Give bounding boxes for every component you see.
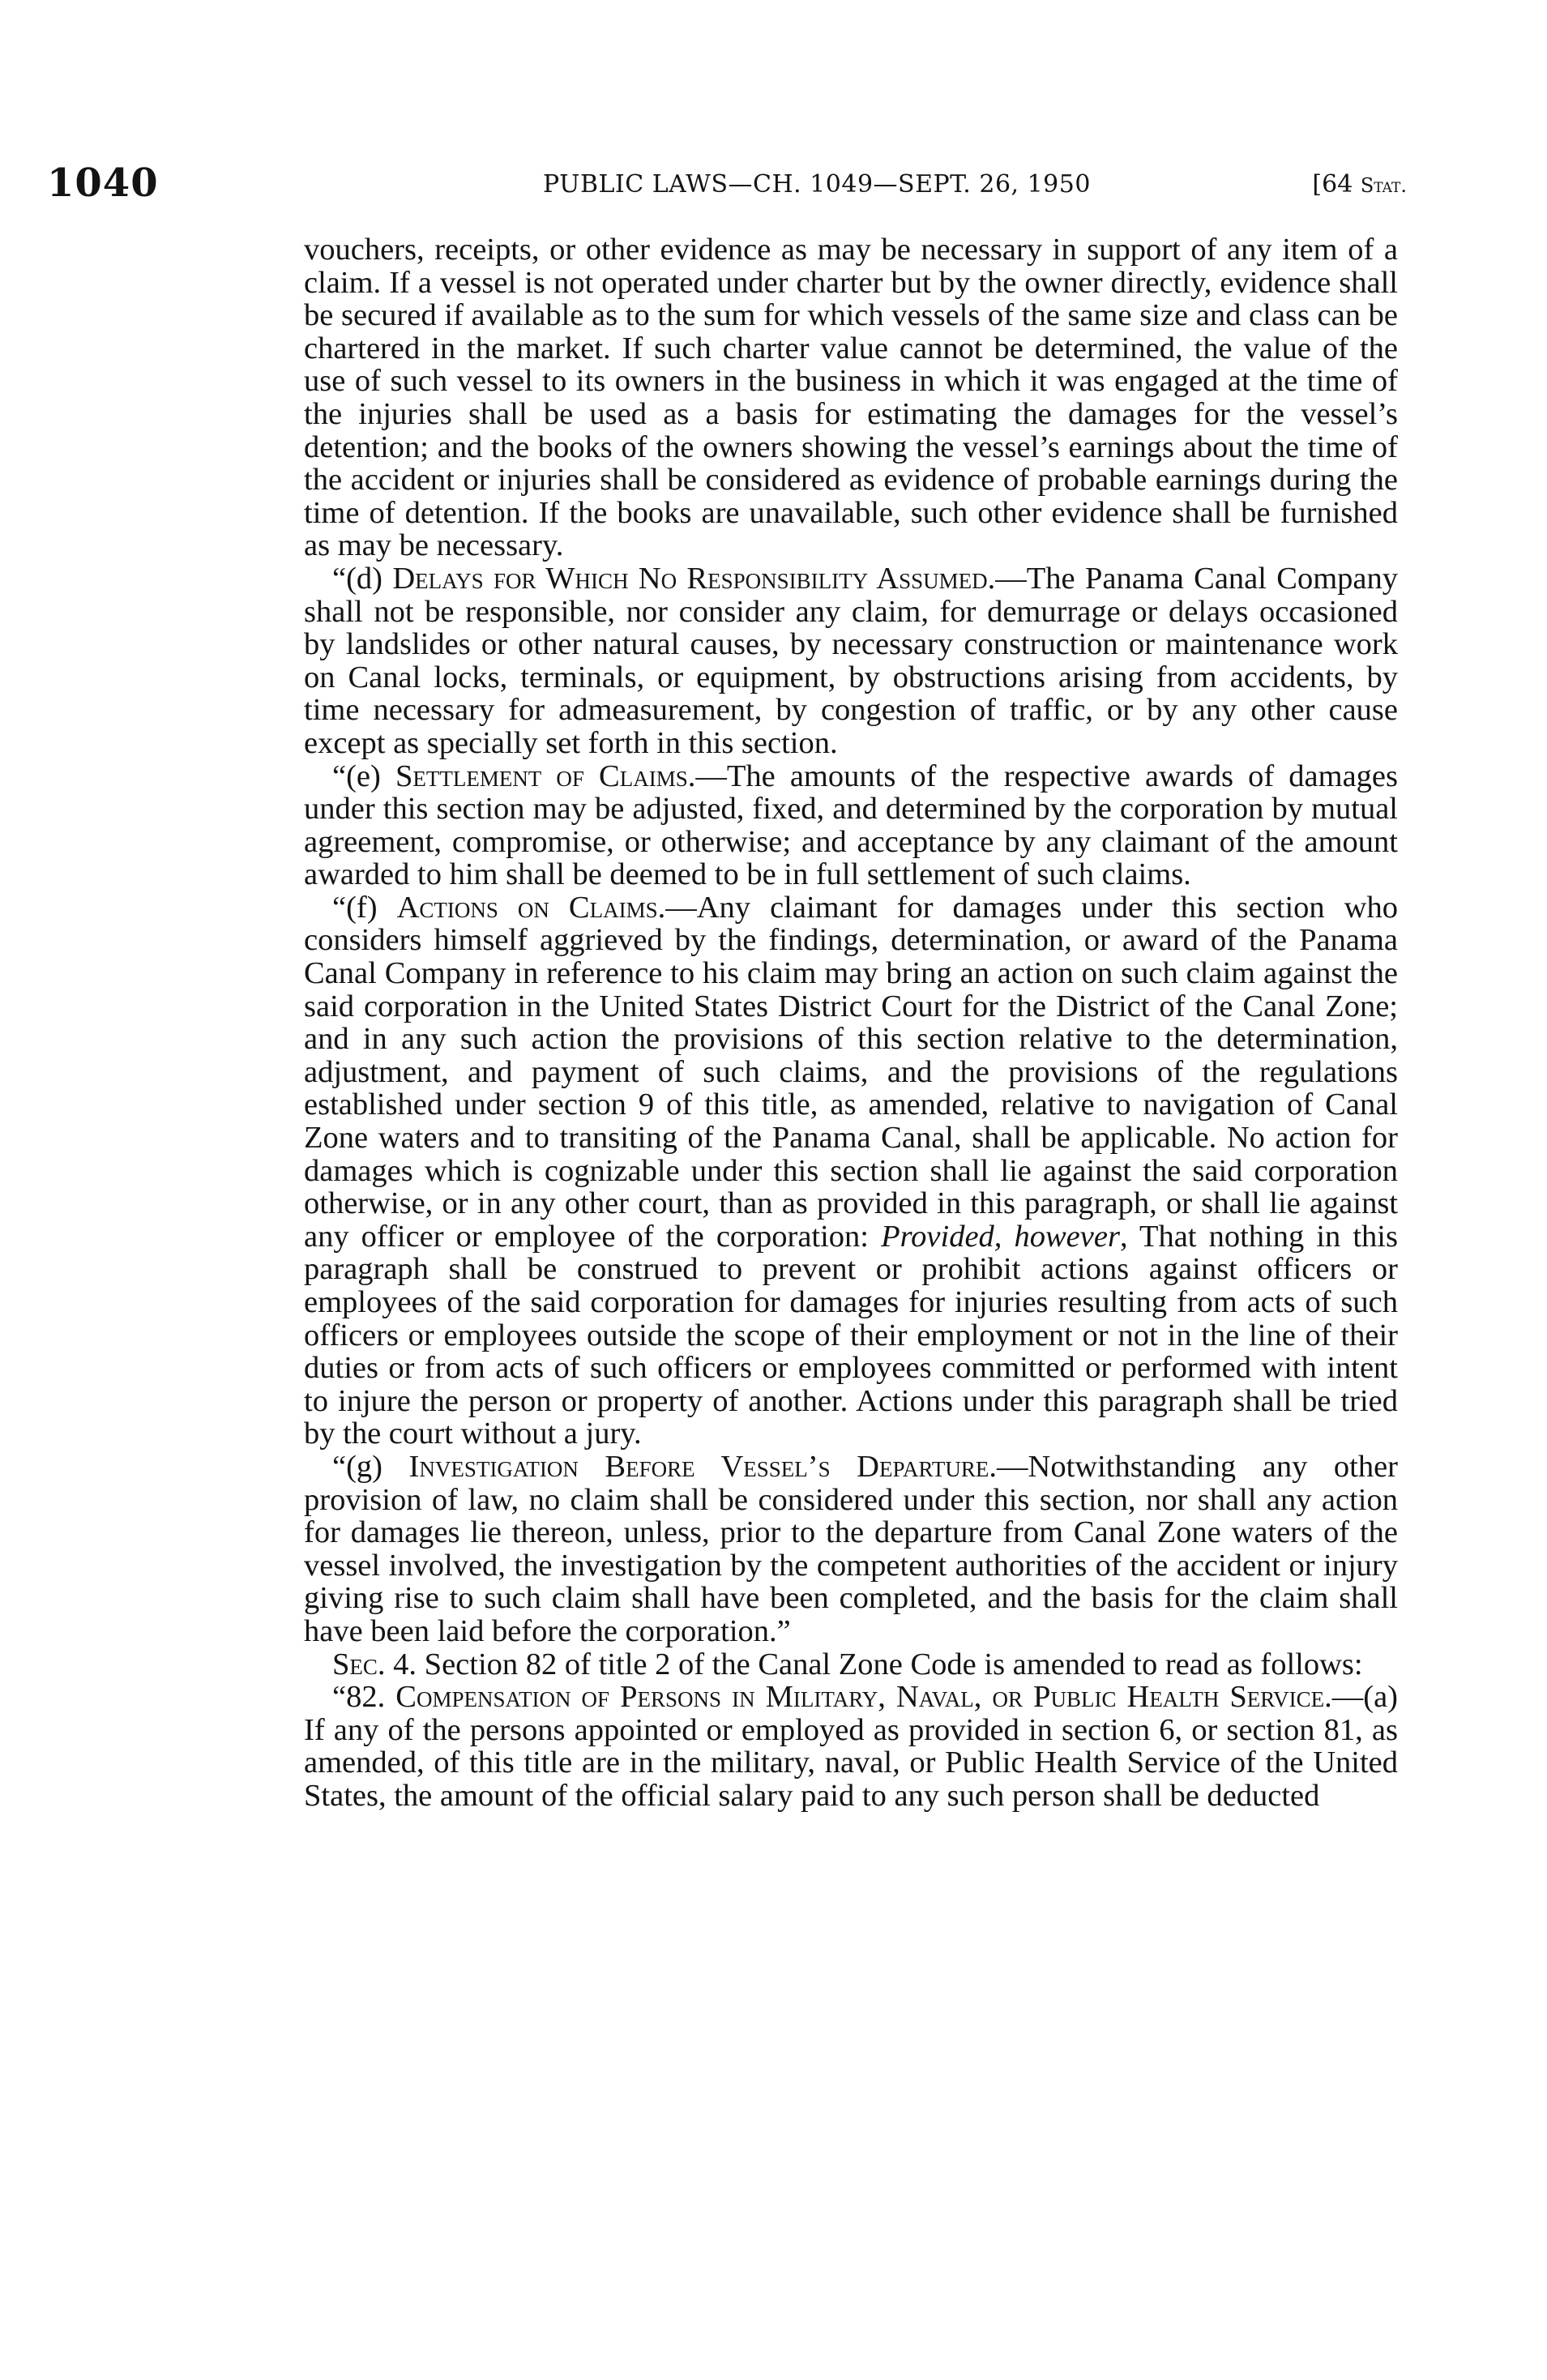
subsection-g-text: —Notwithstanding any other provision of law, no claim shall be considered under this section, nor shall any action for damages lie thereon, unless, prior to the departure from Canal Zone waters of the vessel involved, the investigation by the competent authorities of the accident or injury giving rise to such claim shall have been completed, and the basis for the claim shall have been laid before the corporation.” [304,1449,1398,1648]
subsection-f-text-1: —Any claimant for damages under this section who considers himself aggrieved by the findings, determination, or award of the Panama Canal Company in reference to his claim may bring an action on such claim against the said corporation in the United States District Court for the District of the Canal Zone; and in any such action the provisions of this section relative to the determination, adjustment, and payment of such claims, and the provisions of the regulations established under section 9 of this title, as amended, relative to navigation of Canal Zone waters and to transiting of the Panama Canal, shall be applicable. No action for damages which is cognizable under this section shall lie against the said corporation otherwise, or in any other court, than as provided in this paragraph, or shall lie against any officer or employee of the corporation: [304,890,1398,1254]
subsection-d-text: —The Panama Canal Company shall not be responsible, nor consider any claim, for demurrage or delays occasioned by landslides or other natural causes, by necessary construction or maintenance work on Canal locks, terminals, or equipment, by obstructions arising from accidents, by time necessary for admeasurement, by congestion of traffic, or by any other cause except as specially set forth in this section. [304,561,1398,760]
page-header [47,160,1407,209]
subsection-g-heading: Investigation Before Vessel’s Departure. [408,1449,998,1484]
subsection-g-label: “(g) [332,1449,409,1484]
page-number: 1040 [47,160,159,206]
paragraph-continuation: vouchers, receipts, or other evidence as may be necessary in support of any item of a claim. If a vessel is not operated under charter but by the owner directly, evidence shall be secured if available as to the sum for which vessels of the same size and class can be chartered in the market. If such charter value cannot be determined, the value of the use of such vessel to its owners in the business in which it was engaged at the time of the injuries shall be used as a basis for estimating the damages for the vessel’s detention; and the books of the owners showing the vessel’s earnings about the time of the accident or injuries shall be considered as evidence of probable earnings during the time of detention. If the books are unavailable, such other evidence shall be furnished as may be necessary. [304,233,1398,563]
section-82 [304,1681,1398,1812]
section-4-label: Sec. 4. [332,1647,417,1681]
subsection-d [304,562,1398,760]
subsection-f-label: “(f) [332,890,397,925]
section-82-heading: Compensation of Persons in Military, Naval, or Public Health Service. [395,1680,1332,1715]
subsection-g [304,1451,1398,1648]
subsection-d-label: “(d) [332,561,393,596]
subsection-e [304,760,1398,891]
section-82-label: “82. [332,1680,396,1715]
subsection-e-text: —The amounts of the respective awards of damages under this section may be adjusted, fixed, and determined by the corporation by mutual agreement, compromise, or otherwise; and acceptance by any claimant of the amount awarded to him shall be deemed to be in full settlement of such claims. [304,758,1398,892]
statutes-abbreviation: Stat. [1360,174,1407,197]
section-4 [304,1648,1398,1681]
volume-bracket: [64 [1312,170,1361,199]
section-4-text: Section 82 of title 2 of the Canal Zone Code is amended to read as follows: [417,1647,1363,1681]
subsection-e-label: “(e) [332,758,395,793]
subsection-f [304,891,1398,1451]
running-title: PUBLIC LAWS—CH. 1049—SEPT. 26, 1950 [543,170,1091,199]
subsection-f-text-2: , That nothing in this paragraph shall be construed to prevent or prohibit actions against officers or employees of the said corporation for damages for injuries resulting from acts of such officers or employees outside the scope of their employment or not in the line of their duties or from acts of such officers or employees committed or performed with intent to injure the person or property of another. Actions under this paragraph shall be tried by the court without a jury. [304,1219,1398,1451]
proviso-phrase: Provided, however [881,1219,1120,1254]
subsection-d-heading: Delays for Which No Responsibility Assumed. [392,561,996,596]
statute-text [304,233,1398,1813]
volume-reference [1312,170,1407,199]
section-82-text: —(a) If any of the persons appointed or employed as provided in section 6, or section 81, as amended, of this title are in the military, naval, or Public Health Service of the United States, the amount of the official salary paid to any such person shall be deducted [304,1680,1398,1813]
subsection-f-heading: Actions on Claims. [396,890,666,925]
subsection-e-heading: Settlement of Claims. [395,758,696,793]
